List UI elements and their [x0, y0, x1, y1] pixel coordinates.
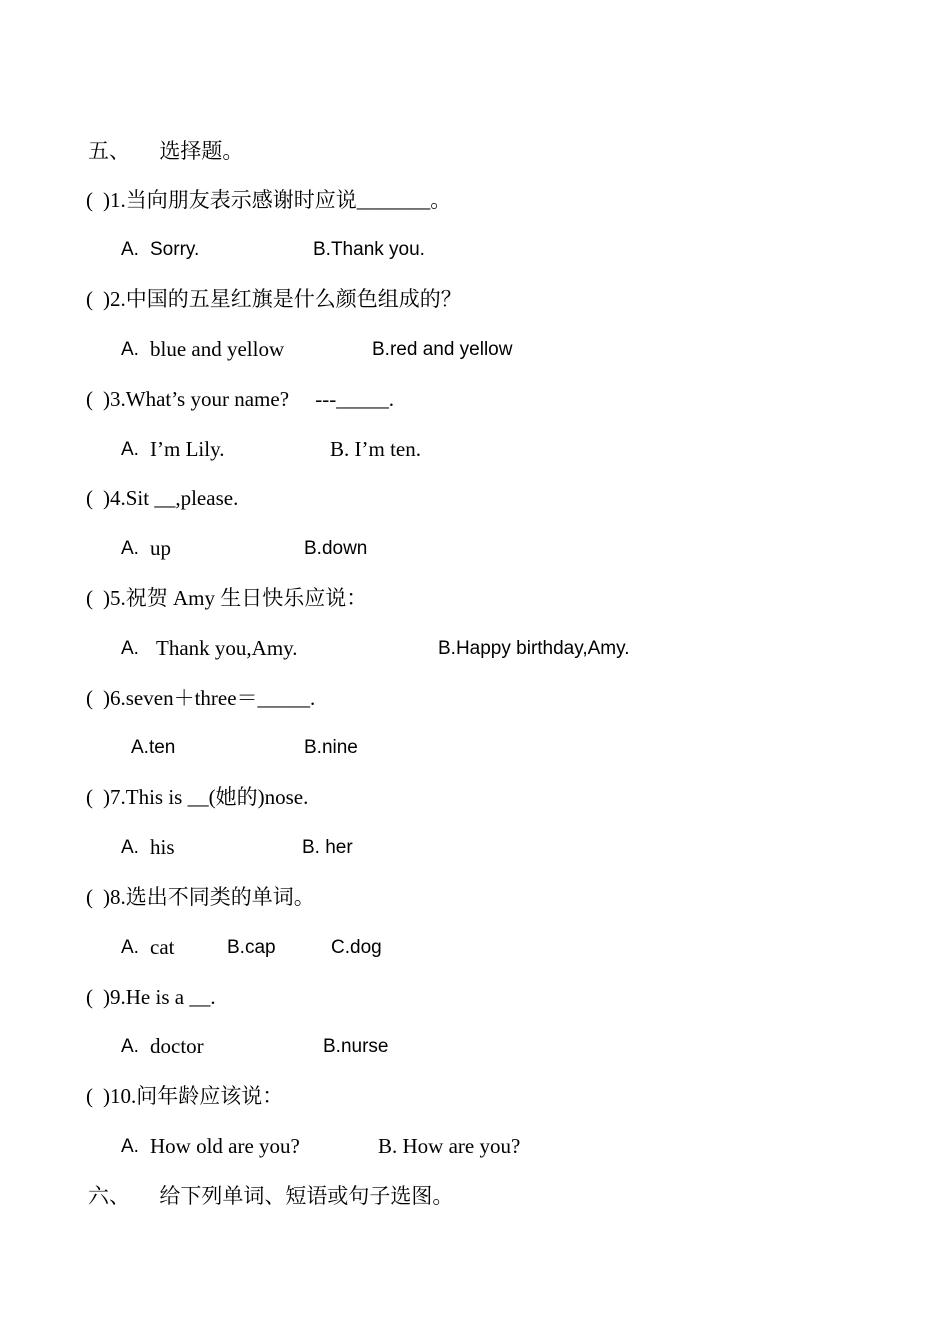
question-10 — [86, 1083, 283, 1109]
question-5 — [86, 585, 367, 611]
answer-bracket-close: ) — [103, 686, 110, 710]
option-a-label: A. — [121, 837, 139, 858]
question-2 — [86, 286, 462, 312]
answer-bracket-close: ) — [103, 985, 110, 1009]
question-8 — [86, 884, 315, 910]
answer-bracket-open: ( — [86, 586, 93, 610]
option-b: B.cap — [227, 937, 276, 958]
answer-bracket-open: ( — [86, 486, 93, 510]
option-b: B.down — [304, 538, 368, 559]
answer-bracket-open: ( — [86, 387, 93, 411]
option-b: B. her — [302, 837, 353, 858]
option-a-text: How old are you? — [150, 1134, 300, 1158]
answer-bracket-close: ) — [103, 486, 110, 510]
option-a-label: A. — [121, 638, 139, 659]
question-text: 9.He is a __. — [110, 985, 216, 1009]
question-3 — [86, 386, 394, 412]
answer-bracket-close: ) — [103, 287, 110, 311]
question-7 — [86, 784, 308, 810]
answer-bracket-close: ) — [103, 387, 110, 411]
option-b: B.nine — [304, 737, 358, 758]
option-a-text: up — [150, 536, 171, 560]
answer-bracket-open: ( — [86, 885, 93, 909]
section-heading-five — [88, 138, 243, 164]
question-text: 4.Sit __,please. — [110, 486, 239, 510]
section-heading-six — [88, 1183, 453, 1209]
question-text: 5.祝贺 Amy 生日快乐应说： — [110, 586, 368, 610]
option-a-text: I’m Lily. — [150, 437, 225, 461]
option-b: B.nurse — [323, 1036, 389, 1057]
question-text: 1.当向朋友表示感谢时应说_______。 — [110, 188, 452, 212]
option-b: B.red and yellow — [372, 339, 513, 360]
option-a-label: A. — [121, 538, 139, 559]
section-title: 选择题。 — [159, 139, 244, 163]
answer-bracket-open: ( — [86, 785, 93, 809]
option-b: B.Happy birthday,Amy. — [438, 638, 630, 659]
question-6 — [86, 685, 315, 711]
question-text: 2.中国的五星红旗是什么颜色组成的？ — [110, 287, 462, 311]
option-a-text: Thank you,Amy. — [156, 636, 298, 660]
question-9 — [86, 984, 216, 1010]
answer-bracket-open: ( — [86, 287, 93, 311]
option-a-text: cat — [150, 935, 175, 959]
question-text: 6.seven＋three＝_____. — [110, 686, 316, 710]
option-a-text: blue and yellow — [150, 337, 285, 361]
section-title: 给下列单词、短语或句子选图。 — [159, 1184, 454, 1208]
section-number: 五、 — [88, 139, 130, 163]
answer-bracket-close: ) — [103, 785, 110, 809]
answer-bracket-open: ( — [86, 686, 93, 710]
answer-bracket-open: ( — [86, 1084, 93, 1108]
option-a-label: A. — [121, 439, 139, 460]
answer-bracket-close: ) — [103, 885, 110, 909]
answer-bracket-close: ) — [103, 188, 110, 212]
answer-bracket-close: ) — [103, 1084, 110, 1108]
option-a-label: A. — [121, 937, 139, 958]
question-4 — [86, 485, 238, 511]
option-a-label: A. — [121, 1136, 139, 1157]
answer-bracket-close: ) — [103, 586, 110, 610]
question-text: 8.选出不同类的单词。 — [110, 885, 315, 909]
answer-bracket-open: ( — [86, 188, 93, 212]
option-a-label: A. — [121, 1036, 139, 1057]
option-a-text: his — [150, 835, 175, 859]
question-text: 3.What’s your name? ---_____. — [110, 387, 395, 411]
option-a-label: A. — [121, 239, 139, 260]
question-text: 7.This is __(她的)nose. — [110, 785, 309, 809]
question-text: 10.问年龄应该说： — [110, 1084, 284, 1108]
answer-bracket-open: ( — [86, 985, 93, 1009]
option-c: C.dog — [331, 937, 382, 958]
option-b: B. I’m ten. — [330, 437, 421, 461]
option-a-text: doctor — [150, 1034, 204, 1058]
section-number: 六、 — [88, 1184, 130, 1208]
question-1 — [86, 187, 451, 213]
option-b: B.Thank you. — [313, 239, 425, 260]
option-b: B. How are you? — [378, 1134, 521, 1158]
option-a-text: Sorry. — [150, 239, 200, 260]
option-a-label: A. — [121, 339, 139, 360]
option-a: A.ten — [131, 737, 176, 758]
